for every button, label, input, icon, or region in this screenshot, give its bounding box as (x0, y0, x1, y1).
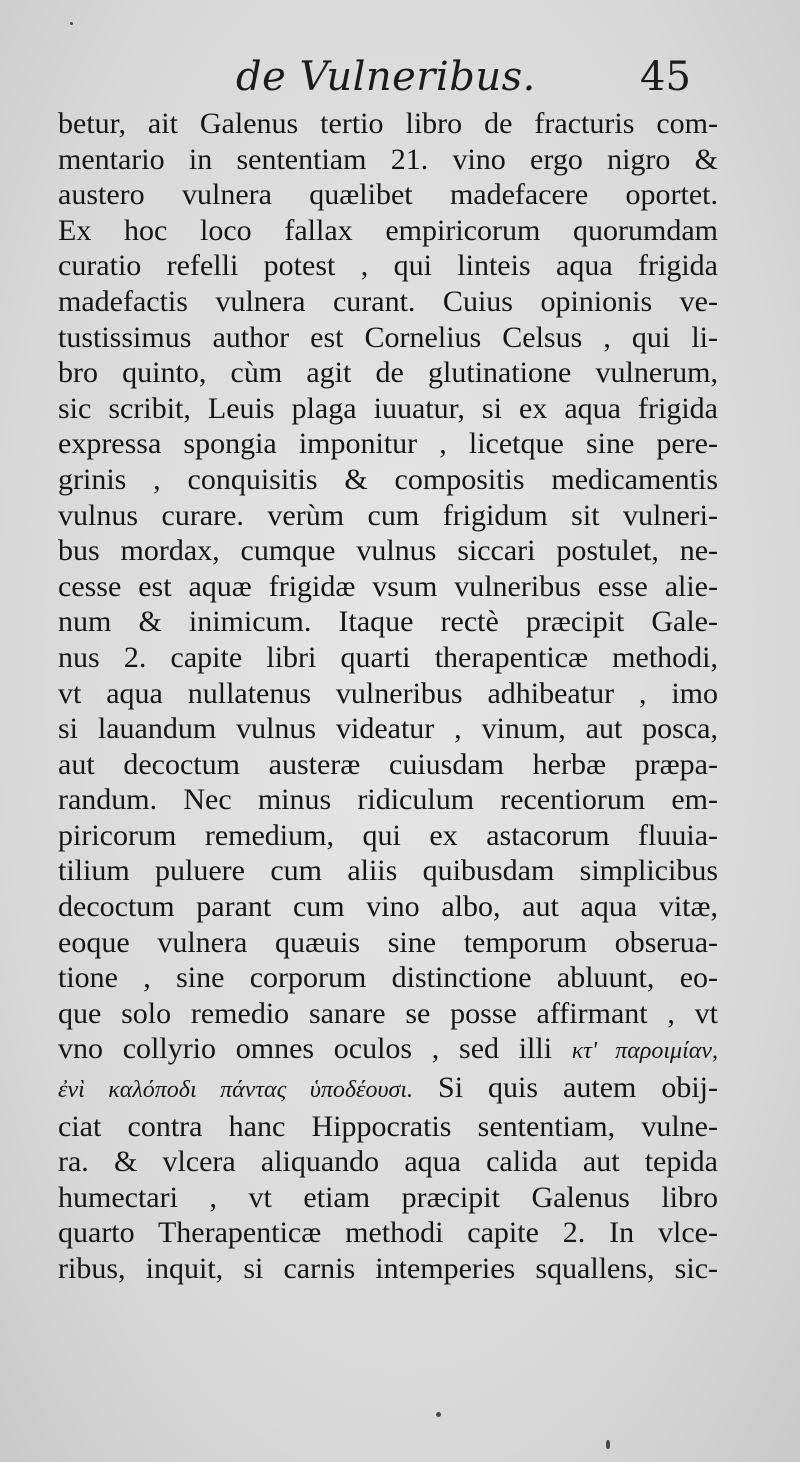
text-line: tione , sine corporum distinctione abluunt, eo- (58, 961, 718, 995)
paper-speck (606, 1440, 610, 1449)
text-line: grinis , conquisitis & compositis medicamentis (58, 462, 718, 496)
text-line: num & inimicum. Itaque rectè præcipit Gale- (58, 605, 718, 639)
text-line: tilium puluere cum aliis quibusdam simplicibus (58, 854, 718, 888)
text-line: betur, ait Galenus tertio libro de fracturis com- (58, 107, 718, 140)
text-line-with-greek (58, 1070, 718, 1109)
text-line: ra. & vlcera aliquando aqua calida aut tepida (58, 1145, 718, 1179)
latin-fragment: Si quis autem obij- (438, 1071, 718, 1105)
text-line: randum. Nec minus ridiculum recentiorum em- (58, 783, 718, 817)
text-line: sic scribit, Leuis plaga iuuatur, si ex aqua frigida (58, 391, 718, 425)
greek-fragment: ἐνὶ καλόποδι πάντας ὑποδέουσι. (58, 1077, 414, 1104)
text-line: Ex hoc loco fallax empiricorum quorumdam (58, 213, 718, 247)
text-line: vt aqua nullatenus vulneribus adhibeatur , imo (58, 676, 718, 710)
text-line: tustissimus author est Cornelius Celsus , qui li- (58, 320, 718, 354)
text-line: mentario in sententiam 21. vino ergo nigro & (58, 142, 718, 176)
body-text (58, 106, 718, 1287)
text-line: aut decoctum austeræ cuiusdam herbæ præpa- (58, 747, 718, 781)
greek-fragment: κτ' παροιμίαν, (571, 1038, 719, 1065)
text-line: curatio refelli potest , qui linteis aqua frigida (58, 249, 718, 283)
text-line: ribus, inquit, si carnis intemperies squallens, sic- (58, 1252, 718, 1285)
running-title: de Vulneribus. (236, 54, 536, 100)
text-line: si lauandum vulnus videatur , vinum, aut posca, (58, 712, 718, 746)
text-line: expressa spongia imponitur , licetque sine pere- (58, 427, 718, 461)
text-line: bus mordax, cumque vulnus siccari postulet, ne- (58, 534, 718, 568)
text-line-with-greek (58, 1031, 718, 1070)
latin-fragment: vno collyrio omnes oculos , sed illi (58, 1032, 553, 1066)
text-line: decoctum parant cum vino albo, aut aqua vitæ, (58, 890, 718, 924)
paper-speck (436, 1412, 441, 1417)
text-line: bro quinto, cùm agit de glutinatione vulnerum, (58, 356, 718, 390)
text-line: que solo remedio sanare se posse affirmant , vt (58, 996, 718, 1030)
page-number: 45 (640, 54, 691, 100)
text-line: piricorum remedium, qui ex astacorum fluuia- (58, 818, 718, 852)
text-line: madefactis vulnera curant. Cuius opinionis ve- (58, 284, 718, 318)
text-line: quarto Therapenticæ methodi capite 2. In vlce- (58, 1216, 718, 1250)
text-line: ciat contra hanc Hippocratis sententiam, vulne- (58, 1109, 718, 1143)
paper-speck (70, 22, 73, 25)
text-line: austero vulnera quælibet madefacere oportet. (58, 178, 718, 212)
text-line: humectari , vt etiam præcipit Galenus libro (58, 1180, 718, 1214)
text-line: eoque vulnera quæuis sine temporum obserua- (58, 925, 718, 959)
text-line: nus 2. capite libri quarti therapenticæ methodi, (58, 640, 718, 674)
text-line: vulnus curare. verùm cum frigidum sit vulneri- (58, 498, 718, 532)
page-header (0, 48, 800, 108)
text-line: cesse est aquæ frigidæ vsum vulneribus esse alie- (58, 569, 718, 603)
